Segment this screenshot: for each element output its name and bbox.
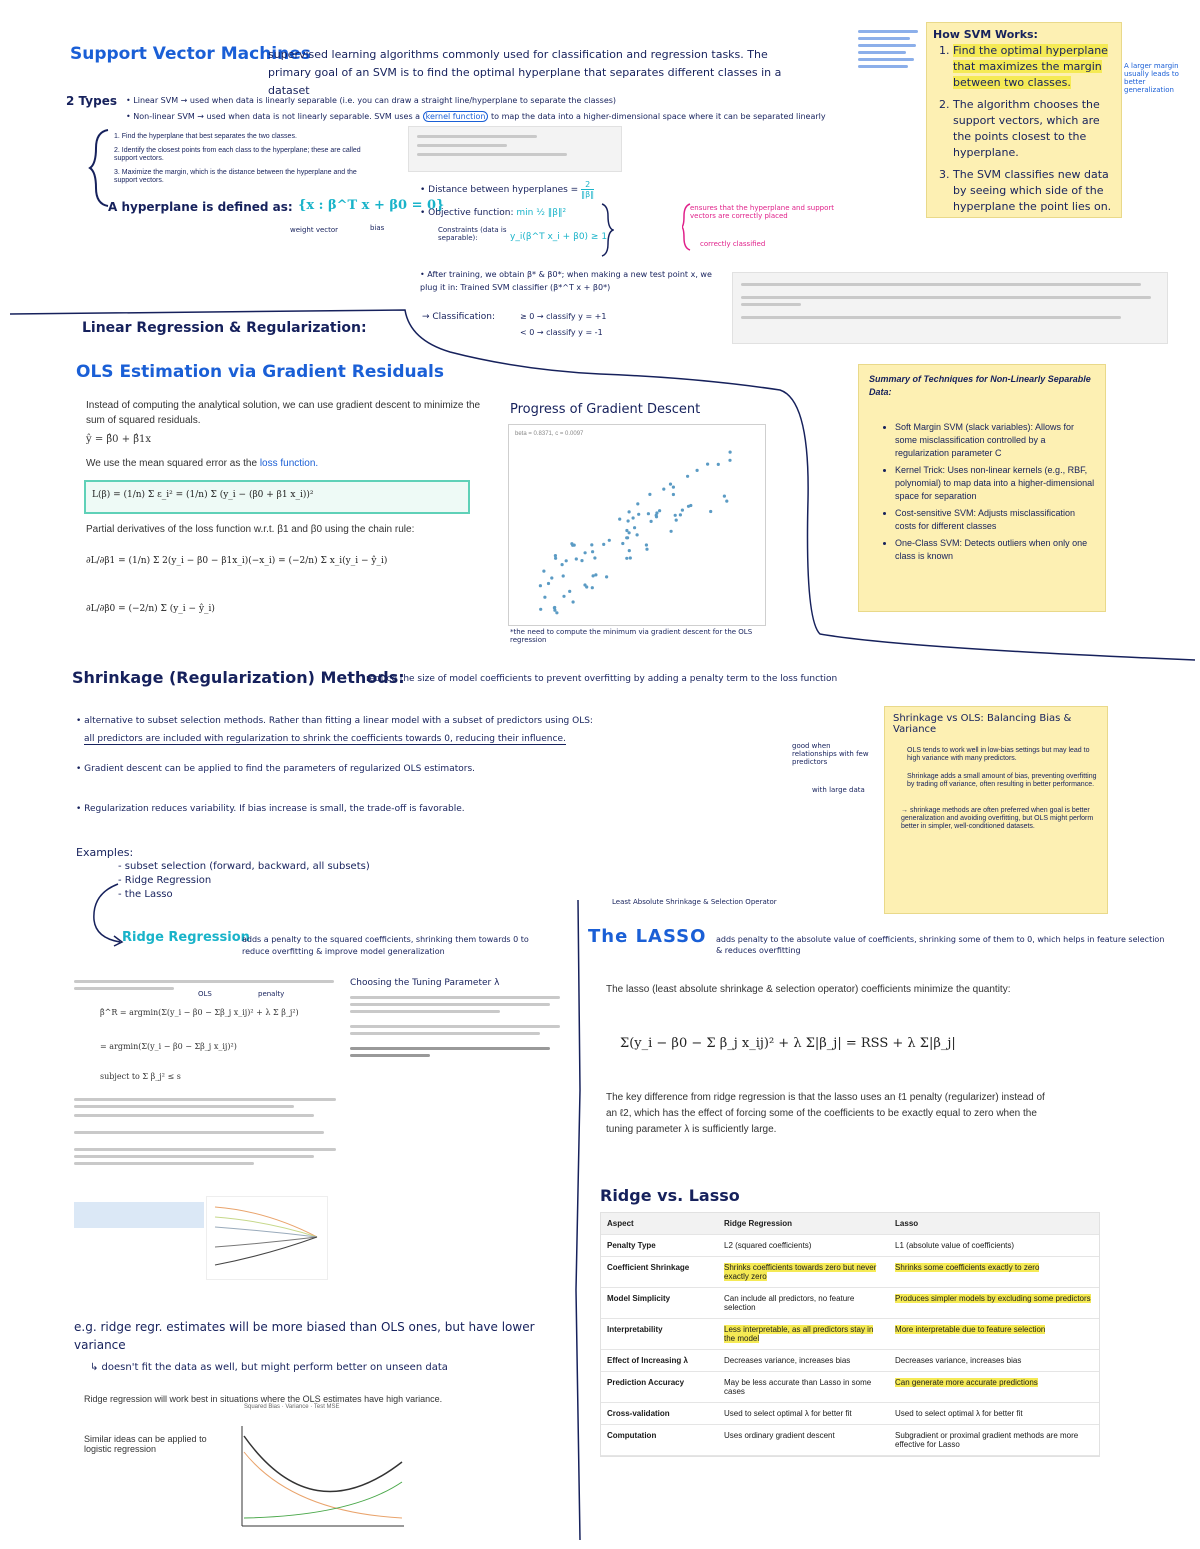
- objective-label: • Objective function:: [420, 208, 514, 218]
- box-left-note-2: with large data: [812, 786, 865, 794]
- ols-intro: Instead of computing the analytical solution, we can use gradient descent to minimize the sum of squared residuals.: [86, 400, 481, 426]
- scatter-point: [679, 513, 682, 516]
- scatter-point: [662, 488, 665, 491]
- distance-label: • Distance between hyperplanes =: [420, 185, 579, 195]
- gradient-descent-plot: [508, 424, 766, 626]
- summary-item: • Soft Margin SVM (slack variables): Allows for some misclassification controlled by a regularization parameter C: [895, 421, 1095, 460]
- svm-title: Support Vector Machines: [70, 44, 311, 64]
- derivative-beta0: ∂L/∂β0 = (−2/n) Σ (y_i − ŷ_i): [86, 604, 215, 614]
- scatter-point: [547, 582, 550, 585]
- box-left-note-1: good when relationships with few predictors: [792, 742, 869, 766]
- hyperplane-label: A hyperplane is defined as:: [108, 200, 293, 214]
- scatter-point: [655, 515, 658, 518]
- svm-type-linear: • Linear SVM → used when data is linearly separable (i.e. you can draw a straight line/hyperplane to separate the classes): [126, 96, 617, 105]
- lasso-intro: The lasso (least absolute shrinkage & selection operator) coefficients minimize the quantity:: [606, 984, 1011, 995]
- lasso-key-difference: The key difference from ridge regression is that the lasso uses an ℓ1 penalty (regularizer) instead of an ℓ2, which has the effect of forcing some of the coefficients to be exactly equal to zero when the tuning parameter λ is sufficiently large.: [606, 1092, 1045, 1135]
- scatter-point: [645, 548, 648, 551]
- shrinkage-vs-ols-box: [884, 706, 1108, 914]
- loss-function-link: loss function.: [259, 458, 319, 469]
- scatter-point: [672, 486, 675, 489]
- pink-note-placement: ensures that the hyperplane and support vectors are correctly placed: [690, 204, 835, 220]
- svm-margin-snippet: [408, 126, 622, 172]
- ridge-ols-label: OLS: [198, 990, 212, 998]
- scatter-point: [709, 510, 712, 513]
- shrinkage-bullet-1a: • alternative to subset selection methods. Rather than fitting a linear model with a subset of predictors using OLS:: [76, 716, 593, 726]
- scatter-point: [608, 539, 611, 542]
- ols-title: OLS Estimation via Gradient Residuals: [76, 362, 445, 382]
- tuning-title: Choosing the Tuning Parameter λ: [350, 978, 500, 988]
- scatter-point: [672, 493, 675, 496]
- scatter-point: [675, 519, 678, 522]
- scatter-point: [570, 542, 573, 545]
- ridge-description: adds a penalty to the squared coefficients, shrinking them towards 0 to reduce overfitting & improve model generalization: [242, 935, 529, 956]
- how-svm-works-box: [926, 22, 1122, 218]
- scatter-point: [543, 596, 546, 599]
- table-header-row: [601, 1213, 1099, 1235]
- scatter-point: [568, 590, 571, 593]
- how-svm-step: 3. The SVM classifies new data by seeing which side of the hyperplane the point lies on.: [953, 167, 1115, 215]
- scatter-point: [650, 520, 653, 523]
- example-item: - the Lasso: [118, 889, 173, 900]
- scatter-point: [628, 549, 631, 552]
- lasso-header-note: Least Absolute Shrinkage & Selection Operator: [612, 898, 777, 906]
- ridge-highlight-note: [74, 1202, 204, 1228]
- scatter-point: [647, 512, 650, 515]
- scatter-point: [580, 559, 583, 562]
- type-nonlinear-suffix: to map the data into a higher-dimensional space where it can be separated linearly: [491, 112, 826, 121]
- scatter-point: [591, 550, 594, 553]
- table-row: Penalty Type L2 (squared coefficients) L1 (absolute value of coefficients): [601, 1235, 1099, 1257]
- scatter-point: [575, 557, 578, 560]
- ols-model-equation: ŷ = β̂0 + β̂1x: [86, 434, 152, 445]
- scatter-point: [553, 606, 556, 609]
- pink-brace-icon: [682, 202, 692, 252]
- svm-step: 2. Identify the closest points from each class to the hyperplane; these are called support vectors.: [114, 147, 361, 162]
- summary-item: • Kernel Trick: Uses non-linear kernels (e.g., RBF, polynomial) to map data into a higher-dimensional space for separation: [895, 464, 1095, 503]
- box-item: Shrinkage adds a small amount of bias, preventing overfitting by trading off variance, often resulting in better performance.: [907, 773, 1097, 788]
- table-row: Effect of Increasing λ Decreases variance, increases bias Decreases variance, increases bias: [601, 1350, 1099, 1372]
- classify-negative: < 0 → classify y = -1: [520, 328, 603, 337]
- scatter-point: [706, 463, 709, 466]
- ridge-coef-paths: [207, 1197, 327, 1279]
- scatter-point: [729, 451, 732, 454]
- scatter-points: [509, 425, 765, 625]
- scatter-point: [625, 529, 628, 532]
- weight-vector-label: weight vector: [290, 226, 339, 234]
- table-row: Cross-validation Used to select optimal λ for better fit Used to select optimal λ for better fit: [601, 1403, 1099, 1425]
- objective-brace-icon: [600, 202, 614, 258]
- scatter-point: [637, 513, 640, 516]
- column-header: Ridge Regression: [718, 1213, 889, 1235]
- scatter-point: [645, 543, 648, 546]
- pink-note-classified: correctly classified: [700, 240, 766, 248]
- plot-caption: beta = 0.8371, c = 0.0097: [515, 431, 584, 437]
- table-row: Coefficient Shrinkage Shrinks coefficients towards zero but never exactly zero Shrinks some coefficients exactly to zero: [601, 1257, 1099, 1288]
- gradient-plot-note: *the need to compute the minimum via gradient descent for the OLS regression: [510, 628, 753, 644]
- column-header: Aspect: [601, 1213, 718, 1235]
- lasso-description: adds penalty to the absolute value of coefficients, shrinking some of them to 0, which helps in feature selection & reduces overfitting: [716, 935, 1165, 955]
- scatter-point: [636, 533, 639, 536]
- mse-line: [86, 458, 318, 469]
- scatter-point: [621, 542, 624, 545]
- ridge-equation-3: subject to Σ β_j² ≤ s: [100, 1072, 181, 1081]
- svm-step: 1. Find the hyperplane that best separates the two classes.: [114, 133, 297, 140]
- partial-derivatives-label: Partial derivatives of the loss function w.r.t. β1 and β0 using the chain rule:: [86, 524, 415, 535]
- steps-brace-icon: [88, 128, 112, 208]
- ridge-bias-note: e.g. ridge regr. estimates will be more biased than OLS ones, but have lower variance: [74, 1320, 535, 1352]
- scatter-point: [658, 509, 661, 512]
- legend-entry: Squared Bias: [244, 1404, 281, 1410]
- objective-line: [420, 208, 566, 218]
- ridge-equation-1: β̂^R = argmin(Σ(y_i − β0 − Σβ_j x_ij)² + λ Σ β_j²): [100, 1008, 299, 1017]
- shrinkage-bullet-3: • Regularization reduces variability. If bias increase is small, the trade-off is favorable.: [76, 804, 465, 814]
- table-row: Interpretability Less interpretable, as all predictors stay in the model More interpretable due to feature selection: [601, 1319, 1099, 1350]
- scatter-point: [562, 574, 565, 577]
- scatter-point: [687, 505, 690, 508]
- scatter-point: [583, 583, 586, 586]
- scatter-point: [539, 584, 542, 587]
- scatter-point: [686, 475, 689, 478]
- ridge-title: Ridge Regression: [122, 930, 250, 945]
- shrinkage-title: Shrinkage (Regularization) Methods:: [72, 668, 405, 687]
- scatter-point: [550, 576, 553, 579]
- svm-steps: [114, 133, 364, 185]
- svm-type-nonlinear: [126, 112, 886, 121]
- scatter-point: [628, 510, 631, 513]
- scatter-point: [542, 570, 545, 573]
- lasso-title: The LASSO: [588, 926, 707, 947]
- how-svm-title: How SVM Works:: [933, 28, 1038, 41]
- summary-title: Summary of Techniques for Non-Linearly Separable Data:: [869, 374, 1091, 397]
- scatter-point: [627, 519, 630, 522]
- scatter-point: [555, 611, 558, 614]
- column-divider-line: [568, 890, 588, 1549]
- ridge-logistic-note: Similar ideas can be applied to logistic regression: [84, 1434, 207, 1454]
- bias-label: bias: [370, 224, 385, 232]
- scatter-point: [562, 595, 565, 598]
- distance-denominator: ‖β‖: [581, 190, 595, 199]
- distance-line: [420, 180, 594, 199]
- scatter-point: [561, 563, 564, 566]
- shrinkage-bullet-2: • Gradient descent can be applied to find the parameters of regularized OLS estimators.: [76, 764, 475, 774]
- comparison-title: Ridge vs. Lasso: [600, 1186, 740, 1205]
- scatter-point: [539, 608, 542, 611]
- scatter-point: [725, 500, 728, 503]
- table-row: Prediction Accuracy May be less accurate than Lasso in some cases Can generate more accurate predictions: [601, 1372, 1099, 1403]
- examples-list: [118, 860, 370, 902]
- scatter-point: [625, 557, 628, 560]
- scatter-point: [554, 557, 557, 560]
- lasso-equation: Σ(y_i − β0 − Σ β_j x_ij)² + λ Σ|β_j| = RSS + λ Σ|β_j|: [620, 1036, 956, 1051]
- scatter-point: [696, 469, 699, 472]
- ridge-formula-panel: [74, 980, 346, 990]
- scatter-point: [590, 543, 593, 546]
- scatter-point: [728, 459, 731, 462]
- scatter-point: [648, 493, 651, 496]
- scatter-point: [625, 536, 628, 539]
- derivative-beta1: ∂L/∂β1 = (1/n) Σ 2(y_i − β0 − β1x_i)(−x_i) = (−2/n) Σ x_i(y_i − ŷ_i): [86, 556, 388, 566]
- scatter-point: [565, 559, 568, 562]
- svm-side-scribble: [858, 28, 922, 68]
- kernel-function-link: kernel function: [423, 111, 489, 122]
- bias-variance-chart: [232, 1422, 408, 1536]
- scatter-point: [681, 509, 684, 512]
- ridge-text-block: [74, 1098, 346, 1165]
- scatter-point: [605, 575, 608, 578]
- scatter-point: [723, 495, 726, 498]
- box-item: OLS tends to work well in low-bias settings but may lead to high variance with many predictors.: [907, 747, 1090, 762]
- svm-step: 3. Maximize the margin, which is the distance between the hyperplane and the support vectors.: [114, 169, 357, 184]
- scatter-point: [669, 483, 672, 486]
- after-training-note: • After training, we obtain β* & β0*; when making a new test point x, we plug it in: Trained SVM classifier (β*^T x + β0*): [420, 270, 712, 292]
- comparison-table-wrap: [600, 1212, 1100, 1457]
- tuning-text-block: [350, 996, 566, 1057]
- ridge-equation-2: = argmin(Σ(y_i − β0 − Σβ_j x_ij)²): [100, 1042, 237, 1051]
- example-item: - Ridge Regression: [118, 875, 212, 886]
- classify-positive: ≥ 0 → classify y = +1: [520, 312, 607, 321]
- hyperplane-equation: {x : β^T x + β0 = 0}: [298, 198, 445, 213]
- chart-legend: Squared Bias · Variance · Test MSE: [244, 1404, 340, 1410]
- constraint-equation: y_i(β^T x_i + β0) ≥ 1: [510, 232, 608, 242]
- summary-item: • Cost-sensitive SVM: Adjusts misclassification costs for different classes: [895, 507, 1095, 533]
- ridge-works-best: Ridge regression will work best in situations where the OLS estimates have high variance.: [84, 1394, 443, 1404]
- constraint-label: Constraints (data is separable):: [438, 226, 507, 242]
- scatter-point: [717, 463, 720, 466]
- ridge-penalty-label: penalty: [258, 990, 285, 998]
- legend-entry: Variance: [285, 1404, 309, 1410]
- shrinkage-definition: reduce the size of model coefficients to prevent overfitting by adding a penalty term to the loss function: [366, 674, 838, 684]
- scatter-point: [594, 573, 597, 576]
- scatter-point: [674, 514, 677, 517]
- type-nonlinear-prefix: • Non-linear SVM → used when data is not linearly separable. SVM uses a: [126, 112, 421, 121]
- shrinkage-bullet-1b: all predictors are included with regularization to shrink the coefficients towards 0, reducing their influence.: [84, 734, 566, 744]
- scatter-point: [632, 516, 635, 519]
- margin-side-note: A larger margin usually leads to better generalization: [1124, 62, 1179, 94]
- mse-prefix: We use the mean squared error as the: [86, 458, 258, 469]
- summary-item: • One-Class SVM: Detects outliers when only one class is known: [895, 537, 1095, 563]
- scatter-point: [593, 556, 596, 559]
- objective-equation: min ½ ‖β‖²: [516, 208, 567, 218]
- scatter-point: [591, 586, 594, 589]
- how-svm-steps: [933, 43, 1115, 215]
- scatter-point: [572, 600, 575, 603]
- scatter-point: [636, 502, 639, 505]
- scatter-point: [584, 551, 587, 554]
- scatter-point: [602, 543, 605, 546]
- box-title: Shrinkage vs OLS: Balancing Bias & Variance: [893, 713, 1072, 735]
- scatter-point: [618, 518, 621, 521]
- ridge-coef-chart: [206, 1196, 328, 1280]
- how-svm-step: 1. Find the optimal hyperplane that maximizes the margin between two classes.: [953, 43, 1115, 91]
- scatter-point: [592, 574, 595, 577]
- column-header: Lasso: [889, 1213, 1099, 1235]
- scatter-point: [633, 526, 636, 529]
- bias-variance-curves: [232, 1422, 408, 1536]
- ridge-generalize-note: ↳ doesn't fit the data as well, but might perform better on unseen data: [90, 1362, 448, 1373]
- table-row: Model Simplicity Can include all predictors, no feature selection Produces simpler models by excluding some predictors: [601, 1288, 1099, 1319]
- svm-types-label: 2 Types: [66, 94, 117, 108]
- box-footer: → shrinkage methods are often preferred when goal is better generalization and avoiding overfitting, but OLS might perform better in simpler, well-conditioned datasets.: [901, 807, 1094, 830]
- svm-definition: supervised learning algorithms commonly used for classification and regression tasks. The primary goal of an SVM is to find the optimal hyperplane that separates different classes in a dataset: [268, 48, 782, 97]
- legend-entry: Test MSE: [313, 1404, 340, 1410]
- examples-label: Examples:: [76, 846, 134, 859]
- scatter-point: [670, 530, 673, 533]
- distance-numerator: 2: [581, 180, 594, 190]
- how-svm-step: 2. The algorithm chooses the support vectors, which are the points closest to the hyperplane.: [953, 97, 1115, 161]
- classification-label: → Classification:: [422, 312, 495, 322]
- linreg-section-title: Linear Regression & Regularization:: [82, 320, 367, 336]
- comparison-table: [601, 1213, 1099, 1456]
- gradient-plot-title: Progress of Gradient Descent: [510, 402, 701, 417]
- table-row: Computation Uses ordinary gradient descent Subgradient or proximal gradient methods are more effective for Lasso: [601, 1425, 1099, 1456]
- example-item: - subset selection (forward, backward, all subsets): [118, 861, 370, 872]
- scatter-point: [629, 556, 632, 559]
- loss-equation-box: L(β) = (1/n) Σ ε_i² = (1/n) Σ (y_i − (β0 + β1 x_i))²: [84, 480, 470, 514]
